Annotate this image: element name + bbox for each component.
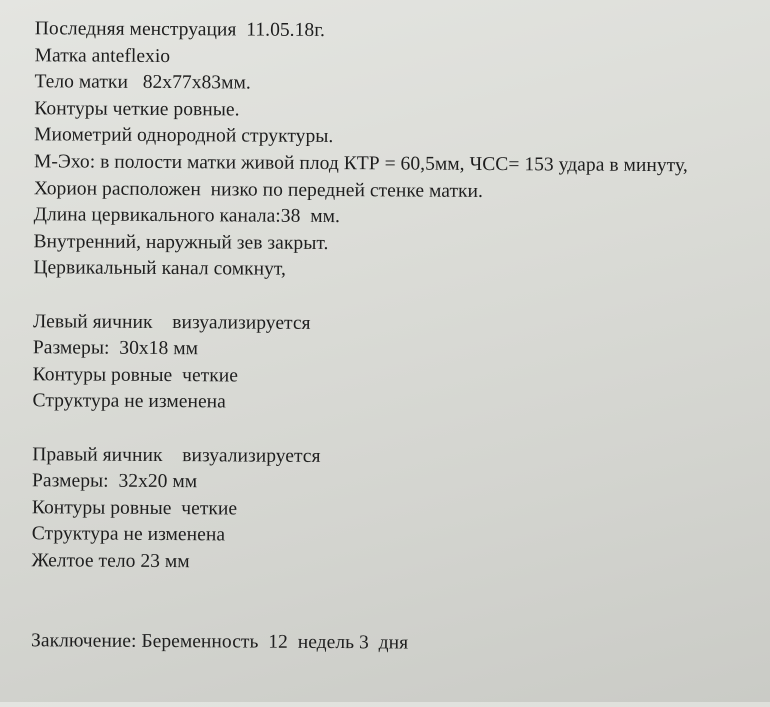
left-ovary-size-line: Размеры: 30х18 мм (32, 337, 199, 360)
right-ovary-size-line: Размеры: 32х20 мм (31, 470, 198, 493)
chorion-line: Хорион расположен низко по передней стенке матки. (33, 177, 484, 202)
uterus-contours-line: Контуры четкие ровные. (34, 97, 240, 121)
corpus-luteum-line: Желтое тело 23 мм (31, 550, 190, 573)
right-ovary-contours-line: Контуры ровные четкие (31, 496, 238, 520)
uterus-body-size-line: Тело матки 82х77х83мм. (34, 71, 251, 94)
last-menstruation-line: Последняя менструация 11.05.18г. (34, 18, 326, 41)
m-echo-line: М-Эхо: в полости матки живой плод КТР = 60,5мм, ЧСС= 153 удара в минуту, (33, 151, 688, 177)
conclusion-line: Заключение: Беременность 12 недель 3 дня (31, 629, 409, 654)
uterus-position-line: Матка anteflexio (34, 44, 171, 67)
os-line: Внутренний, наружный зев закрыт. (33, 230, 329, 254)
right-ovary-structure-line: Структура не изменена (31, 523, 226, 546)
left-ovary-heading: Левый яичник визуализируется (32, 310, 311, 334)
right-ovary-heading: Правый яичник визуализируется (32, 443, 321, 467)
cervical-canal-closed-line: Цервикальный канал сомкнут, (33, 257, 287, 281)
cervical-canal-length-line: Длина цервикального канала:38 мм. (33, 204, 341, 228)
myometrium-line: Миометрий однородной структуры. (34, 124, 334, 148)
left-ovary-contours-line: Контуры ровные четкие (32, 363, 239, 387)
left-ovary-structure-line: Структура не изменена (32, 390, 226, 413)
section-spacer (31, 575, 746, 633)
